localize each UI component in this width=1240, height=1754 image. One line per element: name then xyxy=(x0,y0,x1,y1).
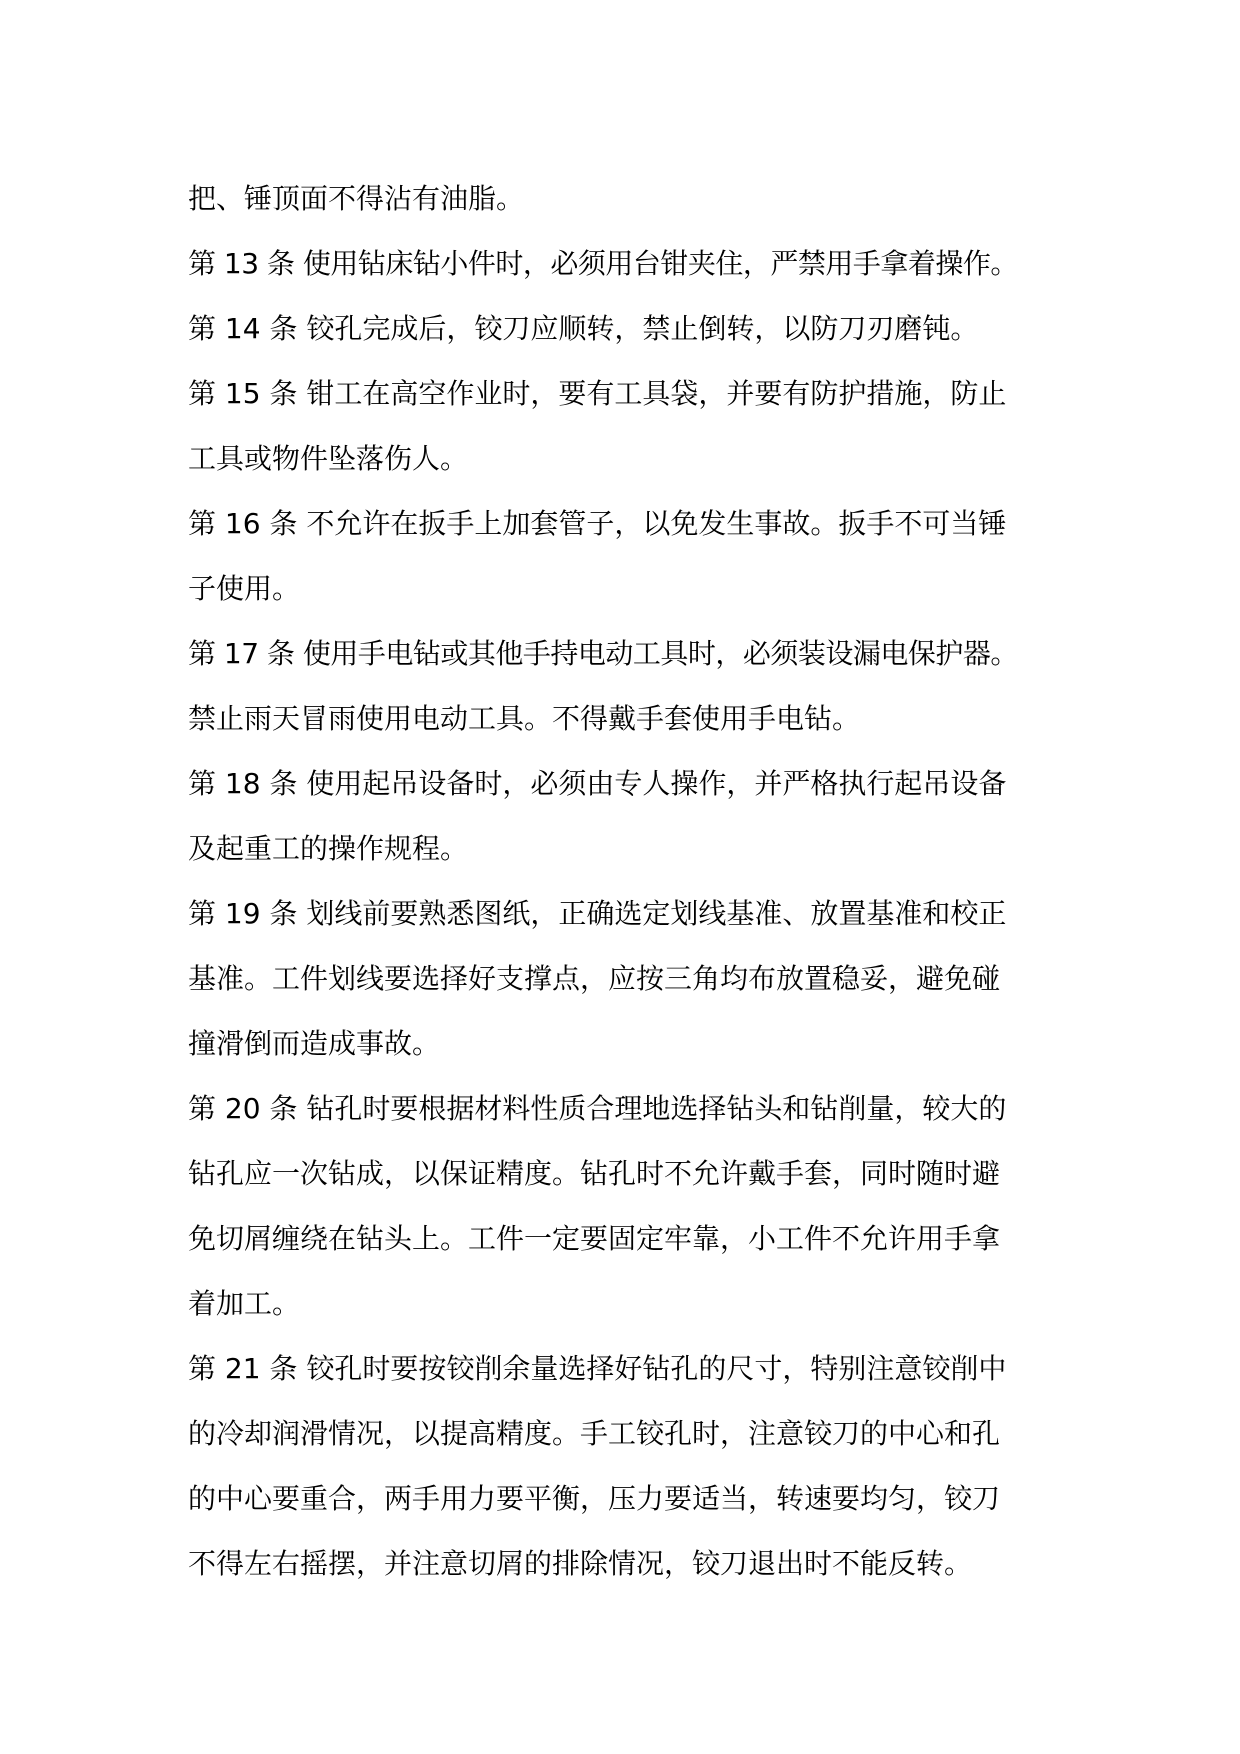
text-line-17: 免切屑缠绕在钻头上。工件一定要固定牢靠，小工件不允许用手拿 xyxy=(188,1222,1001,1255)
text-line-9: 禁止雨天冒雨使用电动工具。不得戴手套使用手电钻。 xyxy=(188,702,861,735)
text-line-5: 工具或物件坠落伤人。 xyxy=(188,442,469,475)
text-line-3: 第 14 条 铰孔完成后，铰刀应顺转，禁止倒转，以防刀刃磨钝。 xyxy=(188,312,979,345)
text-line-19: 第 21 条 铰孔时要按铰削余量选择好钻孔的尺寸，特别注意铰削中 xyxy=(188,1352,1007,1385)
text-line-15: 第 20 条 钻孔时要根据材料性质合理地选择钻头和钻削量，较大的 xyxy=(188,1092,1007,1125)
text-line-1: 把、锤顶面不得沾有油脂。 xyxy=(188,182,525,215)
text-line-22: 不得左右摇摆，并注意切屑的排除情况，铰刀退出时不能反转。 xyxy=(188,1547,973,1580)
text-line-13: 基准。工件划线要选择好支撑点，应按三角均布放置稳妥，避免碰 xyxy=(188,962,1001,995)
text-line-8: 第 17 条 使用手电钻或其他手持电动工具时，必须装设漏电保护器。 xyxy=(188,637,1018,670)
text-line-6: 第 16 条 不允许在扳手上加套管子，以免发生事故。扳手不可当锤 xyxy=(188,507,1007,540)
text-line-11: 及起重工的操作规程。 xyxy=(188,832,469,865)
text-line-18: 着加工。 xyxy=(188,1287,301,1320)
text-line-16: 钻孔应一次钻成，以保证精度。钻孔时不允许戴手套，同时随时避 xyxy=(188,1157,1001,1190)
text-line-12: 第 19 条 划线前要熟悉图纸，正确选定划线基准、放置基准和校正 xyxy=(188,897,1007,930)
text-line-14: 撞滑倒而造成事故。 xyxy=(188,1027,441,1060)
text-line-20: 的冷却润滑情况，以提高精度。手工铰孔时，注意铰刀的中心和孔 xyxy=(188,1417,1001,1450)
text-line-21: 的中心要重合，两手用力要平衡，压力要适当，转速要均匀，铰刀 xyxy=(188,1482,1001,1515)
text-line-7: 子使用。 xyxy=(188,572,301,605)
text-line-10: 第 18 条 使用起吊设备时，必须由专人操作，并严格执行起吊设备 xyxy=(188,767,1007,800)
document-body xyxy=(188,174,1088,1604)
text-line-2: 第 13 条 使用钻床钻小件时，必须用台钳夹住，严禁用手拿着操作。 xyxy=(188,247,1018,280)
text-line-4: 第 15 条 钳工在高空作业时，要有工具袋，并要有防护措施，防止 xyxy=(188,377,1007,410)
